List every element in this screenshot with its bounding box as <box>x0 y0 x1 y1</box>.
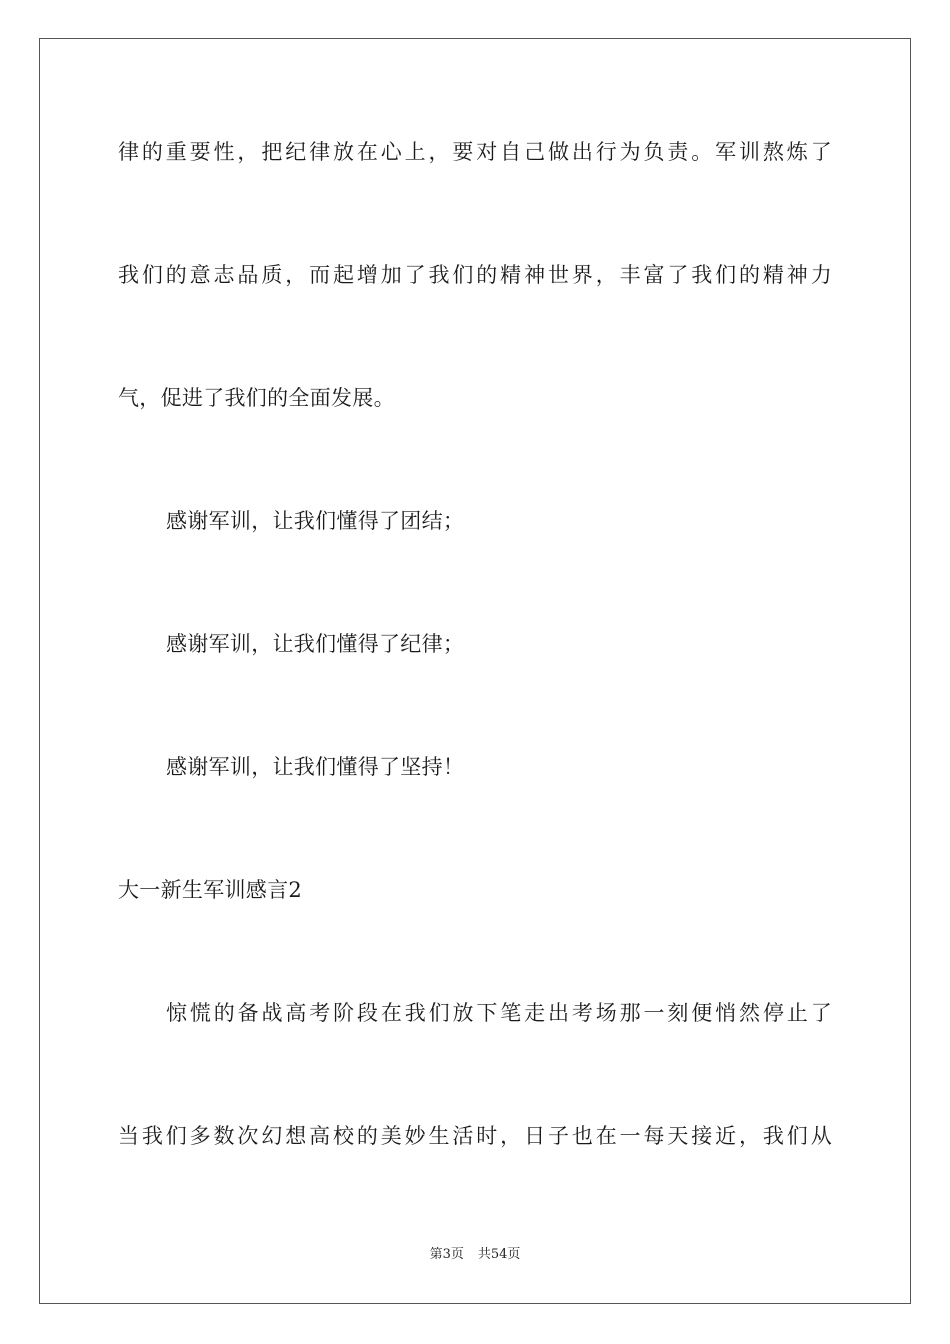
body-line-5: 感谢军训，让我们懂得了纪律； <box>166 632 465 656</box>
body-line-6: 感谢军训，让我们懂得了坚持！ <box>166 755 465 779</box>
section-heading: 大一新生军训感言2 <box>118 878 303 902</box>
page-footer <box>0 1246 950 1264</box>
body-line-3: 气，促进了我们的全面发展。 <box>118 386 395 410</box>
body-line-1: 律的重要性，把纪律放在心上，要对自己做出行为负责。军训熬炼了 <box>118 140 832 164</box>
body-line-2: 我们的意志品质，而起增加了我们的精神世界，丰富了我们的精神力 <box>118 263 832 287</box>
body-line-7: 惊慌的备战高考阶段在我们放下笔走出考场那一刻便悄然停止了 <box>166 1001 832 1025</box>
body-line-4: 感谢军训，让我们懂得了团结； <box>166 509 465 533</box>
page-border <box>39 38 911 1304</box>
page-number: 第3页 <box>429 1247 464 1262</box>
body-line-8: 当我们多数次幻想高校的美妙生活时，日子也在一每天接近，我们从 <box>118 1124 832 1148</box>
page-total: 共54页 <box>477 1247 521 1262</box>
